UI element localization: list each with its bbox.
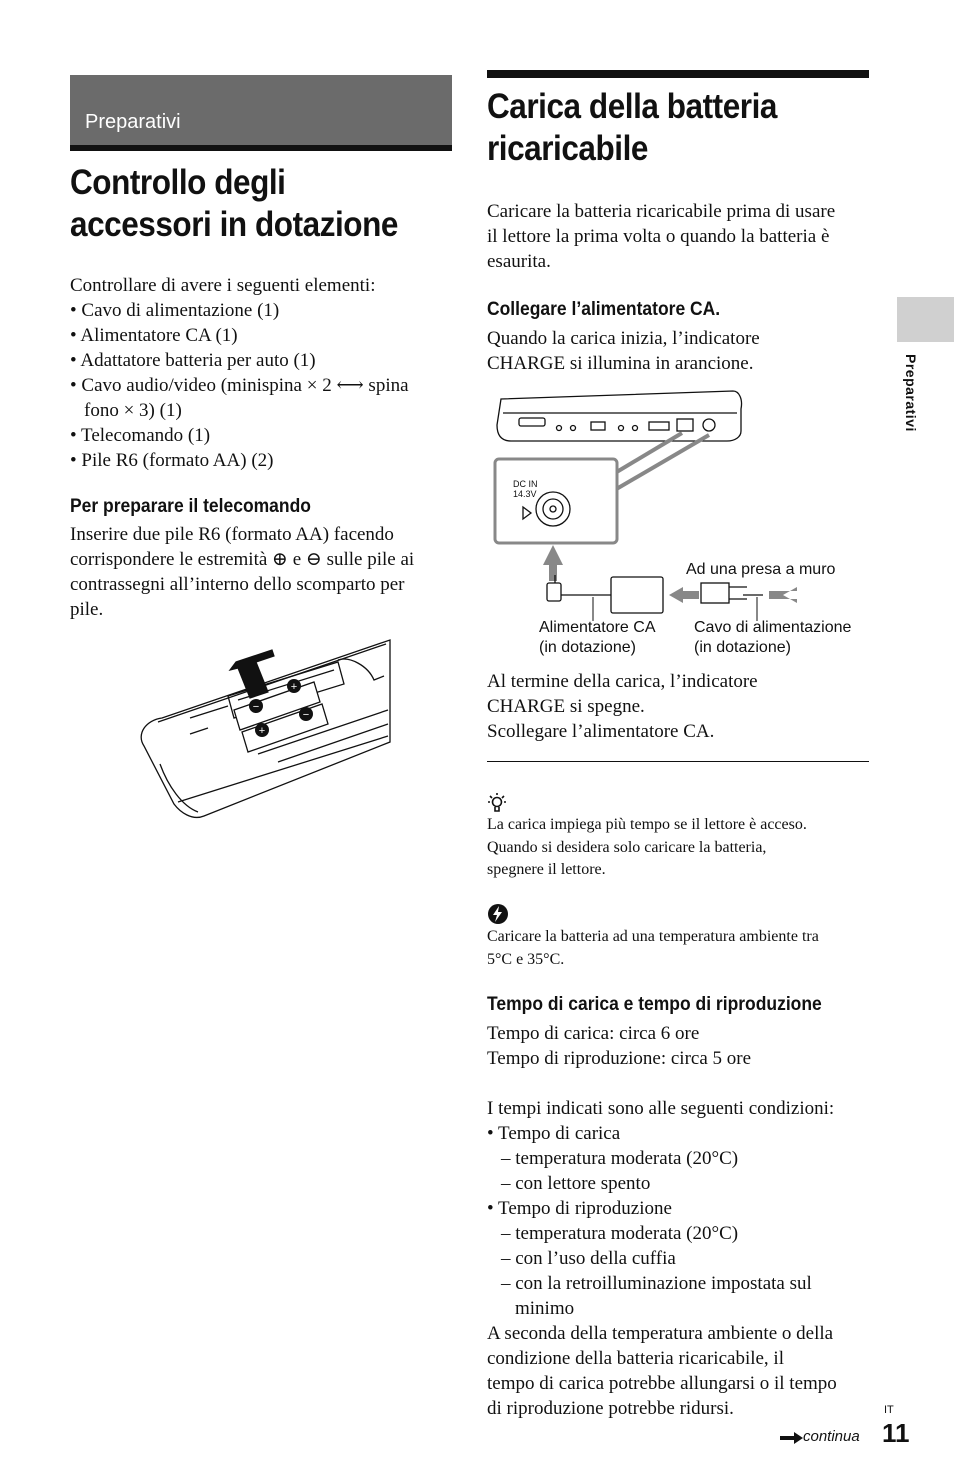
time-text: Tempo di carica: circa 6 ore Tempo di riproduzione: circa 5 ore I tempi indicati sono alle seguenti condizioni: • Tempo di carica – temperatura moderata (20°C) – con lettore spento • Tempo di riproduzione – temperatura moderata (20°C) – con l’uso della cuffia – con la retroilluminazione impostata sul minimo A seconda della temperatura ambiente o della condizione della batteria ricaricabile, il tempo di carica potrebbe allungarsi o il tempo di riproduzione potrebbe ridursi. bbox=[487, 1023, 837, 1419]
remote-battery-illustration bbox=[138, 636, 394, 822]
remote-heading: Per preparare il telecomando bbox=[70, 496, 311, 517]
connect-text: Quando la carica inizia, l’indicatore CHARGE si illumina in arancione. bbox=[487, 328, 760, 374]
page-number: 11 bbox=[882, 1418, 910, 1448]
language-code: IT bbox=[884, 1404, 894, 1416]
page-title-right: Carica della batteria ricaricabile bbox=[487, 87, 777, 168]
connect-heading: Collegare l’alimentatore CA. bbox=[487, 299, 721, 320]
title-rule-right bbox=[487, 70, 869, 78]
lightbulb-icon bbox=[487, 791, 507, 813]
accessories-list bbox=[70, 273, 460, 473]
wall-outlet-label: Ad una presa a muro bbox=[686, 561, 836, 578]
dc-in-label: DC IN bbox=[513, 479, 538, 489]
tip-text: La carica impiega più tempo se il lettore è acceso. Quando si desidera solo caricare la batteria, spegnere il lettore. bbox=[487, 816, 807, 878]
continua-label: continua bbox=[803, 1428, 860, 1445]
note-text: Caricare la batteria ad una temperatura ambiente tra 5°C e 35°C. bbox=[487, 928, 819, 968]
remote-text: Inserire due pile R6 (formato AA) facendo corrispondere le estremità ⊕ e ⊖ sulle pile ai contrassegni all’interno dello scomparto per pile. bbox=[70, 524, 415, 620]
cable-label: Cavo di alimentazione (in dotazione) bbox=[694, 619, 852, 656]
list-item: • Cavo di alimentazione (1) bbox=[70, 300, 280, 321]
dc-voltage-label: 14.3V bbox=[513, 489, 537, 499]
svg-text:+: + bbox=[258, 725, 266, 737]
side-tab bbox=[897, 297, 954, 342]
arrow-right-icon bbox=[780, 1431, 804, 1445]
after-charge-text: Al termine della carica, l’indicatore CHARGE si spegne. Scollegare l’alimentatore CA. bbox=[487, 671, 758, 742]
lightning-icon bbox=[487, 903, 509, 925]
list-item: • Cavo audio/video (minispina × 2 ⟷ spina bbox=[70, 375, 409, 396]
section-tab bbox=[70, 75, 452, 145]
time-heading: Tempo di carica e tempo di riproduzione bbox=[487, 994, 822, 1015]
charge-intro: Caricare la batteria ricaricabile prima di usare il lettore la prima volta o quando la batteria è esaurita. bbox=[487, 201, 836, 272]
list-item: • Pile R6 (formato AA) (2) bbox=[70, 450, 274, 471]
list-intro: Controllare di avere i seguenti elementi: bbox=[70, 275, 376, 296]
side-tab-label: Preparativi bbox=[903, 354, 919, 432]
section-tab-label: Preparativi bbox=[85, 111, 181, 133]
list-item: • Alimentatore CA (1) bbox=[70, 325, 238, 346]
list-item: • Telecomando (1) bbox=[70, 425, 211, 446]
divider bbox=[487, 761, 869, 762]
svg-text:−: − bbox=[252, 701, 260, 713]
charging-diagram bbox=[487, 385, 867, 625]
page-title-left: Controllo degli accessori in dotazione bbox=[70, 163, 398, 244]
list-item-cont: fono × 3) (1) bbox=[84, 400, 182, 421]
adapter-label: Alimentatore CA (in dotazione) bbox=[539, 619, 656, 656]
list-item: • Adattatore batteria per auto (1) bbox=[70, 350, 316, 371]
section-tab-rule bbox=[70, 145, 452, 151]
svg-text:−: − bbox=[302, 709, 310, 721]
svg-text:+: + bbox=[290, 681, 298, 693]
